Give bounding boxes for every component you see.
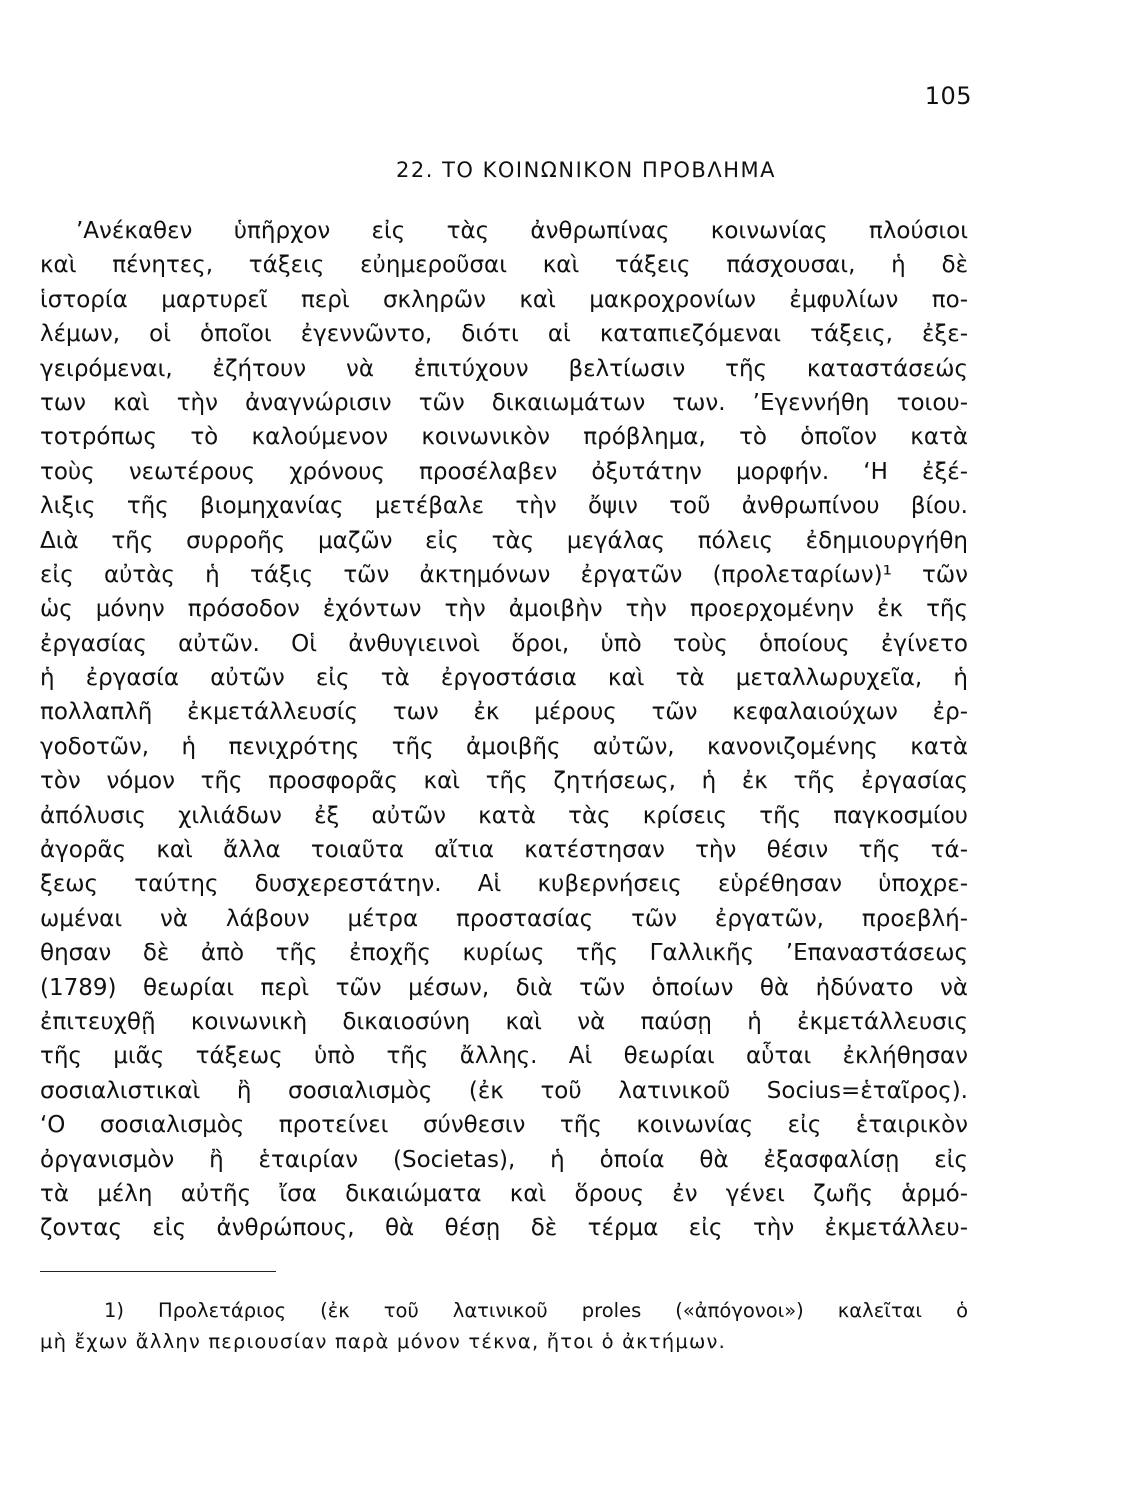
footnote-line: 1) Προλετάριος (ἐκ τοῦ λατινικοῦ proles («ἀπόγονοι») καλεῖται ὁ (104, 1299, 968, 1322)
body-line: πολλαπλῆ ἐκμετάλλευσίς των ἐκ μέρους τῶν κεφαλαιούχων ἐρ- (40, 699, 968, 726)
body-text (40, 214, 968, 1246)
body-line: γοδοτῶν, ἡ πενιχρότης τῆς ἀμοιβῆς αὐτῶν, κανονιζομένης κατὰ (40, 733, 968, 760)
body-line: Διὰ τῆς συρροῆς μαζῶν εἰς τὰς μεγάλας πόλεις ἐδημιουργήθη (40, 527, 968, 554)
page-number: 105 (924, 82, 972, 110)
body-line: τοὺς νεωτέρους χρόνους προσέλαβεν ὀξυτάτην μορφήν. ‘Η ἐξέ- (40, 458, 968, 485)
body-line: ἱστορία μαρτυρεῖ περὶ σκληρῶν καὶ μακροχρονίων ἐμφυλίων πο- (40, 286, 968, 313)
body-line: σοσιαλιστικαὶ ἢ σοσιαλισμὸς (ἐκ τοῦ λατινικοῦ Socius=ἑταῖρος). (40, 1077, 968, 1104)
body-line: λέμων, οἱ ὁποῖοι ἐγεννῶντο, διότι αἱ καταπιεζόμεναι τάξεις, ἐξε- (40, 321, 968, 348)
footnote-line: μὴ ἔχων ἄλλην περιουσίαν παρὰ μόνον τέκνα, ἤτοι ὁ ἀκτήμων. (40, 1330, 726, 1353)
body-line: τὰ μέλη αὐτῆς ἴσα δικαιώματα καὶ ὅρους ἐν γένει ζωῆς ἁρμό- (40, 1180, 968, 1207)
body-line: ἐργασίας αὐτῶν. Οἱ ἀνθυγιεινοὶ ὅροι, ὑπὸ τοὺς ὁποίους ἐγίνετο (40, 630, 968, 657)
body-line: τῆς μιᾶς τάξεως ὑπὸ τῆς ἄλλης. Αἱ θεωρίαι αὗται ἐκλήθησαν (40, 1043, 968, 1070)
body-line: γειρόμεναι, ἐζήτουν νὰ ἐπιτύχουν βελτίωσιν τῆς καταστάσεώς (40, 355, 968, 382)
body-line: (1789) θεωρίαι περὶ τῶν μέσων, διὰ τῶν ὁποίων θὰ ἠδύνατο νὰ (40, 974, 968, 1001)
body-line: ζοντας εἰς ἀνθρώπους, θὰ θέσῃ δὲ τέρμα εἰς τὴν ἐκμετάλλευ- (40, 1215, 968, 1242)
body-line: ἐπιτευχθῇ κοινωνικὴ δικαιοσύνη καὶ νὰ παύσῃ ἡ ἐκμετάλλευσις (40, 1008, 968, 1035)
body-line: ἀπόλυσις χιλιάδων ἐξ αὐτῶν κατὰ τὰς κρίσεις τῆς παγκοσμίου (40, 802, 968, 829)
section-heading: 22. ΤΟ ΚΟΙΝΩΝΙΚΟΝ ΠΡΟΒΛΗΜΑ (396, 158, 776, 182)
body-line: λιξις τῆς βιομηχανίας μετέβαλε τὴν ὄψιν τοῦ ἀνθρωπίνου βίου. (40, 493, 968, 520)
body-line: ὡς μόνην πρόσοδον ἐχόντων τὴν ἀμοιβὴν τὴν προερχομένην ἐκ τῆς (40, 596, 968, 623)
body-line: εἰς αὐτὰς ἡ τάξις τῶν ἀκτημόνων ἐργατῶν (προλεταρίων)¹ τῶν (40, 561, 968, 588)
body-line: ὀργανισμὸν ἢ ἑταιρίαν (Societas), ἡ ὁποία θὰ ἐξασφαλίσῃ εἰς (40, 1146, 968, 1173)
body-line: ‘Ο σοσιαλισμὸς προτείνει σύνθεσιν τῆς κοινωνίας εἰς ἑταιρικὸν (40, 1112, 968, 1139)
body-line: ἡ ἐργασία αὐτῶν εἰς τὰ ἐργοστάσια καὶ τὰ μεταλλωρυχεῖα, ἡ (40, 665, 968, 692)
body-line: ἀγορᾶς καὶ ἄλλα τοιαῦτα αἴτια κατέστησαν τὴν θέσιν τῆς τά- (40, 837, 968, 864)
body-line: ωμέναι νὰ λάβουν μέτρα προστασίας τῶν ἐργατῶν, προεβλή- (40, 905, 968, 932)
body-line: τοτρόπως τὸ καλούμενον κοινωνικὸν πρόβλημα, τὸ ὁποῖον κατὰ (40, 424, 968, 451)
footnote-divider (40, 1271, 276, 1272)
body-line: θησαν δὲ ἀπὸ τῆς ἐποχῆς κυρίως τῆς Γαλλικῆς ’Επαναστάσεως (40, 940, 968, 967)
body-line: ξεως ταύτης δυσχερεστάτην. Αἱ κυβερνήσεις εὑρέθησαν ὑποχρε- (40, 871, 968, 898)
body-line: καὶ πένητες, τάξεις εὐημεροῦσαι καὶ τάξεις πάσχουσαι, ἡ δὲ (40, 252, 968, 279)
body-line: ’Ανέκαθεν ὑπῆρχον εἰς τὰς ἀνθρωπίνας κοινωνίας πλούσιοι (76, 218, 968, 244)
footnotes (40, 1295, 968, 1357)
body-line: τὸν νόμον τῆς προσφορᾶς καὶ τῆς ζητήσεως, ἡ ἐκ τῆς ἐργασίας (40, 768, 968, 795)
body-line: των καὶ τὴν ἀναγνώρισιν τῶν δικαιωμάτων των. ’Εγεννήθη τοιου- (40, 389, 968, 416)
